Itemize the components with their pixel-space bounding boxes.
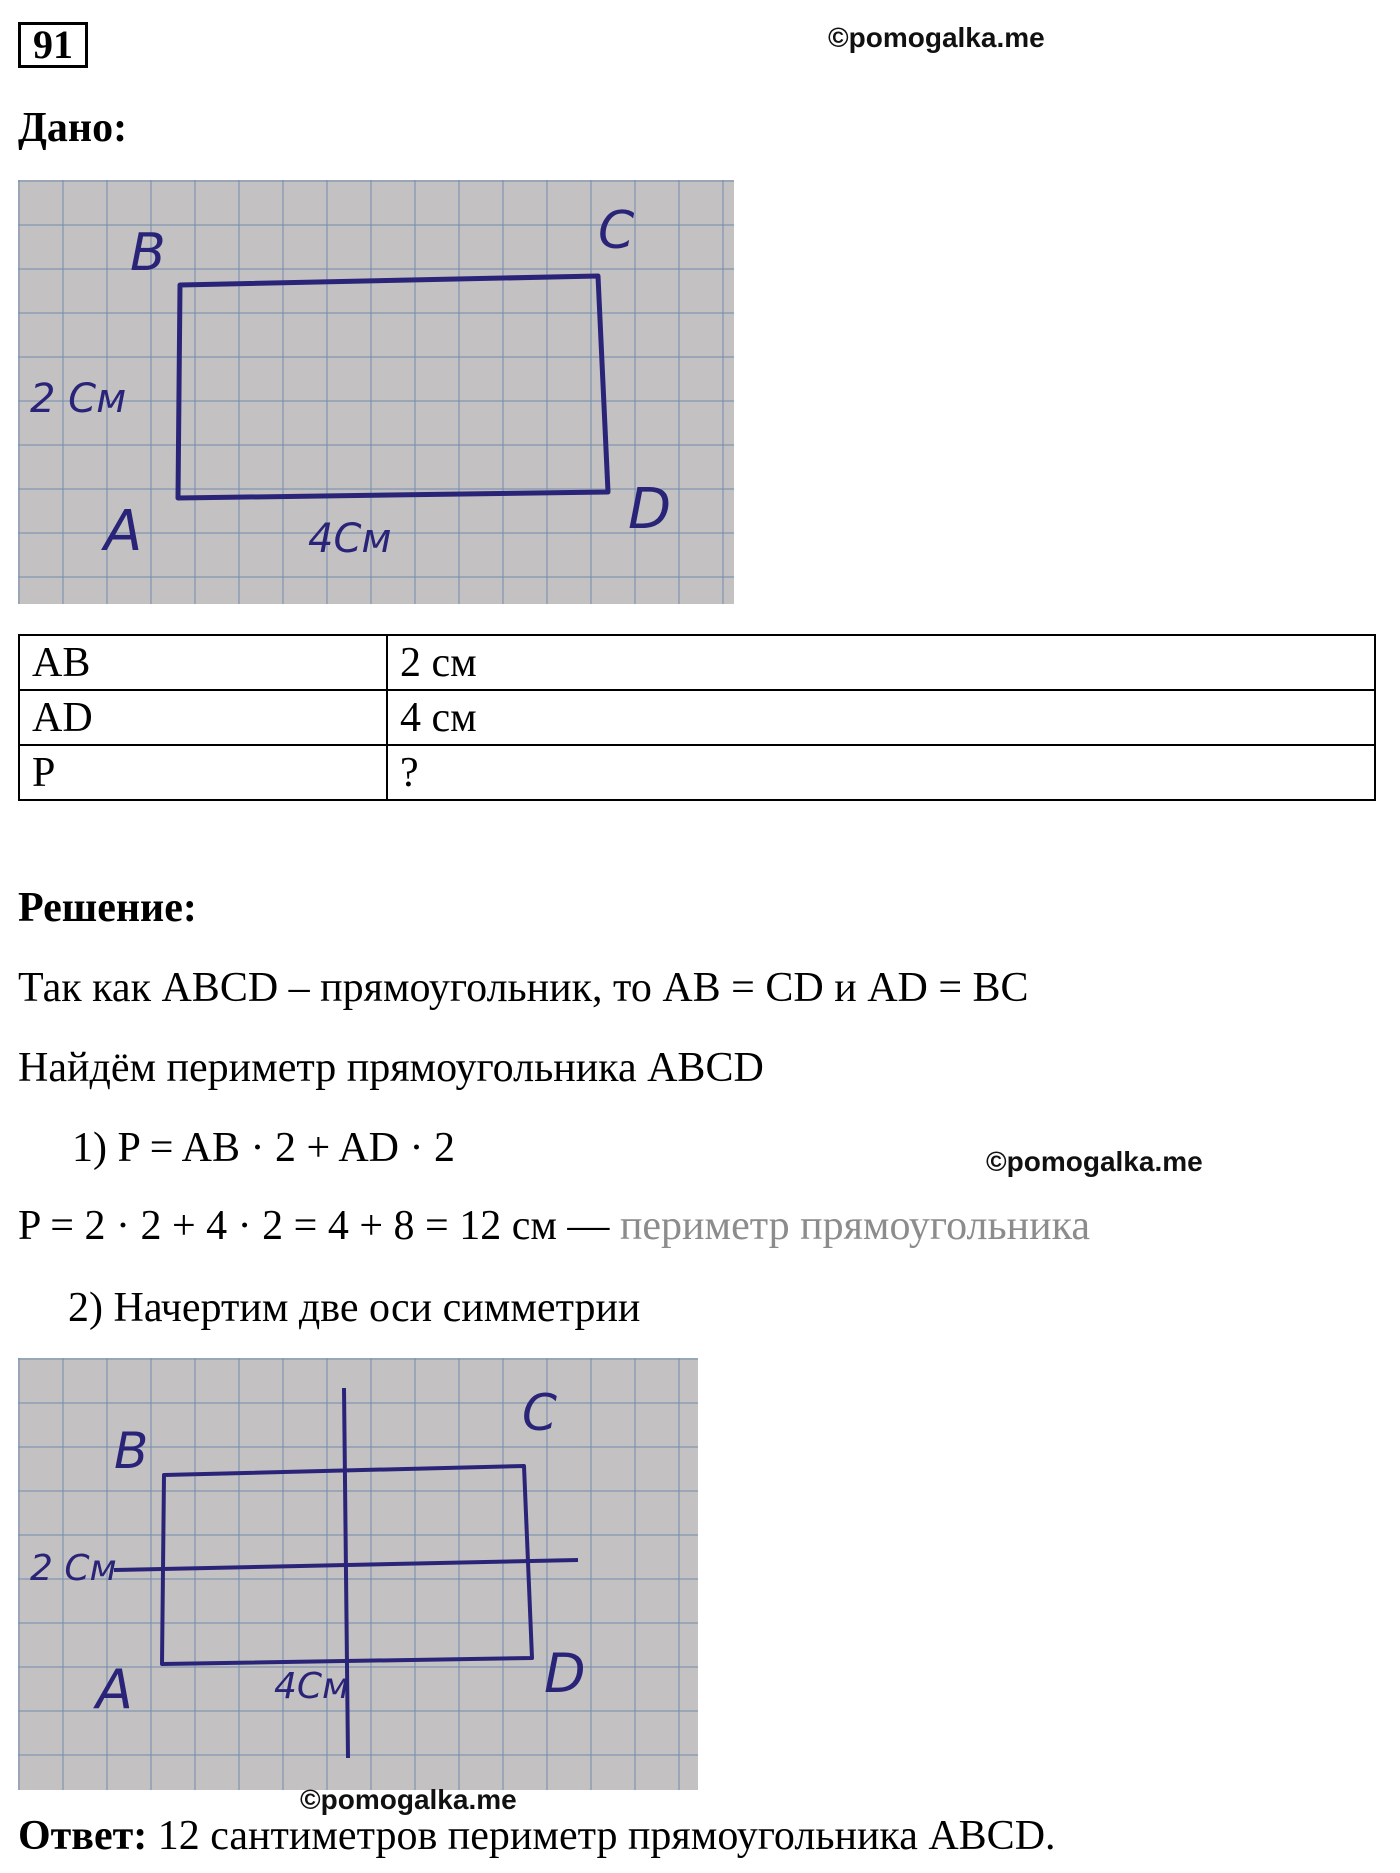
- table-cell-value: 4 см: [387, 690, 1375, 745]
- label-c: C: [598, 201, 635, 261]
- label-side-bottom: 4См: [308, 516, 392, 562]
- label-d: D: [628, 477, 672, 542]
- table-cell-value: 2 см: [387, 635, 1375, 690]
- label-side-left: 2 См: [30, 376, 127, 422]
- table-cell-key: P: [19, 745, 387, 800]
- label-b: B: [114, 1422, 149, 1480]
- solution-calc: [18, 1202, 1090, 1250]
- label-side-left: 2 См: [30, 1548, 117, 1589]
- figure-rectangle-photo: [18, 180, 734, 604]
- rectangle-abcd: [178, 276, 608, 498]
- watermark-bottom: ©pomogalka.me: [300, 1784, 517, 1815]
- given-table: [18, 634, 1376, 801]
- solution-line-1: Так как ABCD – прямоугольник, то AB = CD и AD = BC: [18, 965, 1029, 1011]
- solution-step-1: 1) P = AB · 2 + AD · 2: [72, 1125, 456, 1171]
- figure-symmetry-photo: [18, 1358, 698, 1790]
- table-cell-key: AB: [19, 635, 387, 690]
- label-d: D: [544, 1642, 586, 1705]
- solution-line-2: Найдём периметр прямоугольника ABCD: [18, 1045, 764, 1091]
- table-row: [19, 745, 1375, 800]
- label-c: C: [522, 1384, 557, 1442]
- rectangle-drawing: [18, 180, 734, 604]
- symmetry-drawing: [18, 1358, 698, 1790]
- label-a: A: [104, 499, 143, 564]
- label-b: B: [130, 223, 166, 283]
- table-row: [19, 690, 1375, 745]
- watermark-middle: ©pomogalka.me: [986, 1146, 1203, 1177]
- task-number: 91: [18, 22, 88, 68]
- label-a: A: [96, 1658, 133, 1721]
- table-row: [19, 635, 1375, 690]
- solution-heading: Решение:: [18, 885, 197, 931]
- calc-expression: P = 2 · 2 + 4 · 2 = 4 + 8 = 12 см —: [18, 1203, 610, 1249]
- watermark-top: ©pomogalka.me: [828, 22, 1045, 53]
- answer-line: [18, 1812, 1056, 1860]
- label-side-bottom: 4См: [274, 1666, 350, 1707]
- table-cell-key: AD: [19, 690, 387, 745]
- answer-text: 12 сантиметров периметр прямоугольника ABCD.: [147, 1813, 1056, 1859]
- table-cell-value: ?: [387, 745, 1375, 800]
- solution-step-2: 2) Начертим две оси симметрии: [68, 1285, 641, 1331]
- calc-note: периметр прямоугольника: [609, 1203, 1090, 1249]
- answer-label: Ответ:: [18, 1813, 148, 1859]
- given-heading: Дано:: [18, 105, 128, 151]
